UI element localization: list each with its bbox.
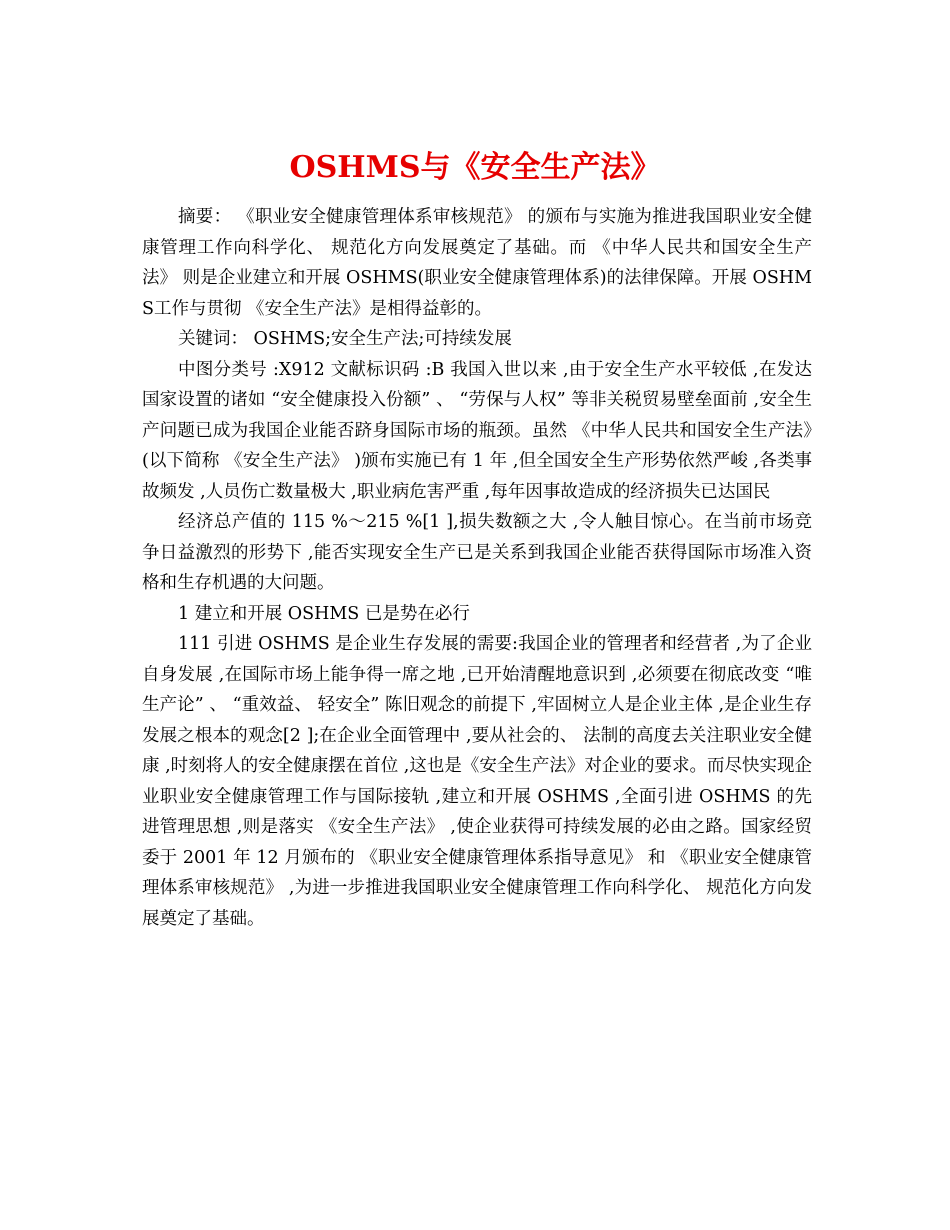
document-title: OSHMS与《安全生产法》 bbox=[289, 150, 661, 186]
body-paragraph: 经济总产值的 115 %～215 %[1 ],损失数额之大 ,令人触目惊心。在当前市场竞争日益激烈的形势下 ,能否实现安全生产已是关系到我国企业能否获得国际市场准入资格和生存机遇的大问题。 bbox=[142, 512, 812, 593]
document-body bbox=[142, 202, 812, 934]
body-paragraph: 111 引进 OSHMS 是企业生存发展的需要:我国企业的管理者和经营者 ,为了企业自身发展 ,在国际市场上能争得一席之地 ,已开始清醒地意识到 ,必须要在彻底改变 “唯生产论” 、 “重效益、 轻安全” 陈旧观念的前提下 ,牢固树立人是企业主体 ,是企业生存发展之根本的观念[2 ];在企业全面管理中 ,要从社会的、 法制的高度去关注职业安全健康 ,时刻将人的安全健康摆在首位 ,这也是《安全生产法》对企业的要求。而尽快实现企业职业安全健康管理工作与国际接轨 ,建立和开展 OSHMS ,全面引进 OSHMS 的先进管理思想 ,则是落实 《安全生产法》 ,使企业获得可持续发展的必由之路。国家经贸委于 2001 年 12 月颁布的 《职业安全健康管理体系指导意见》 和 《职业安全健康管理体系审核规范》 ,为进一步推进我国职业安全健康管理工作向科学化、 规范化方向发展奠定了基础。 bbox=[142, 634, 812, 929]
section-heading: 1 建立和开展 OSHMS 已是势在必行 bbox=[178, 603, 470, 624]
classification-paragraph: 中图分类号 :X912 文献标识码 :B 我国入世以来 ,由于安全生产水平较低 ,在发达国家设置的诸如 “安全健康投入份额” 、 “劳保与人权” 等非关税贸易壁垒面前 ,安全生产问题已成为我国企业能否跻身国际市场的瓶颈。虽然 《中华人民共和国安全生产法》(以下简称 《安全生产法》 )颁布实施已有 1 年 ,但全国安全生产形势依然严峻 ,各类事故频发 ,人员伤亡数量极大 ,职业病危害严重 ,每年因事故造成的经济损失已达国民 bbox=[142, 359, 812, 502]
abstract-paragraph: 摘要： 《职业安全健康管理体系审核规范》 的颁布与实施为推进我国职业安全健康管理工作向科学化、 规范化方向发展奠定了基础。而 《中华人民共和国安全生产法》 则是企业建立和开展 OSHMS(职业安全健康管理体系)的法律保障。开展 OSHMS工作与贯彻 《安全生产法》是相得益彰的。 bbox=[142, 207, 812, 319]
keywords-paragraph: 关键词： OSHMS;安全生产法;可持续发展 bbox=[178, 329, 512, 349]
